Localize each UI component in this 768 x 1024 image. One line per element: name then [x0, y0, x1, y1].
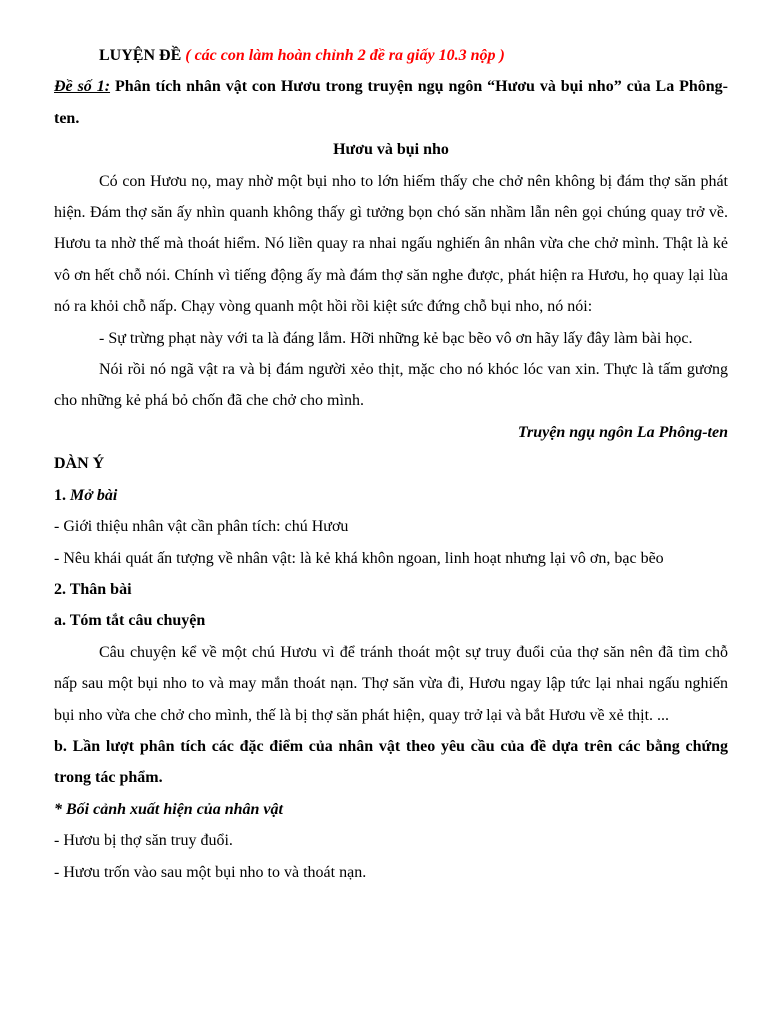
section-1-heading	[54, 480, 728, 511]
exercise-note: ( các con làm hoàn chỉnh 2 đề ra giấy 10.3 nộp )	[185, 47, 505, 64]
exercise-header	[54, 40, 728, 71]
story-paragraph-1: Có con Hươu nọ, may nhờ một bụi nho to lớn hiếm thấy che chở nên không bị đám thợ săn phát hiện. Đám thợ săn ấy nhìn quanh không thấy gì tưởng bọn chó săn nhầm lẫn nên gọi chúng quay trở về. Hươu ta nhờ thế mà thoát hiểm. Nó liền quay ra nhai ngấu nghiến ân nhân vừa che chở mình. Thật là kẻ vô ơn hết chỗ nói. Chính vì tiếng động ấy mà đám thợ săn nghe được, phát hiện ra Hươu, họ quay lại lùa nó ra khỏi chỗ nấp. Chạy vòng quanh một hồi rồi kiệt sức đứng chỗ bụi nho, nó nói:	[54, 172, 728, 316]
prompt-text: Phân tích nhân vật con Hươu trong truyện ngụ ngôn “Hươu và bụi nho” của La Phông-ten.	[54, 78, 728, 127]
section-2a-heading: a. Tóm tắt câu chuyện	[54, 612, 206, 630]
story-source: Truyện ngụ ngôn La Phông-ten	[517, 423, 728, 441]
section-2b-heading: b. Lần lượt phân tích các đặc điểm của nhân vật theo yêu cầu của đề dựa trên các bằng chứng trong tác phẩm.	[54, 737, 728, 787]
context-heading: * Bối cảnh xuất hiện của nhân vật	[54, 800, 283, 818]
section-1-number: 1.	[54, 486, 66, 504]
story-paragraph-2: - Sự trừng phạt này với ta là đáng lắm. Hỡi những kẻ bạc bẽo vô ơn hãy lấy đây làm bài học.	[99, 329, 693, 347]
story-paragraph-3: Nói rồi nó ngã vật ra và bị đám người xẻo thịt, mặc cho nó khóc lóc van xin. Thực là tấm gương cho những kẻ phá bỏ chốn đã che chở cho mình.	[54, 361, 728, 410]
story-title: Hươu và bụi nho	[333, 141, 449, 159]
section-2-heading: 2. Thân bài	[54, 580, 132, 598]
section-1-item-2: - Nêu khái quát ấn tượng về nhân vật: là kẻ khá khôn ngoan, linh hoạt nhưng lại vô ơn, bạc bẽo	[54, 549, 664, 567]
prompt-label: Đề số 1:	[54, 78, 111, 96]
section-2a-text: Câu chuyện kể về một chú Hươu vì để tránh thoát một sự truy đuổi của thợ săn nên đã tìm chỗ nấp sau một bụi nho to và may mắn thoát nạn. Thợ săn vừa đi, Hươu ngay lập tức lại nhai ngấu nghiến bụi nho vừa che chở cho mình, thế là bị thợ săn phát hiện, quay trở lại và bắt Hươu về xẻ thịt. ...	[54, 643, 728, 724]
exercise-title: LUYỆN ĐỀ	[99, 47, 182, 64]
context-item-1: - Hươu bị thợ săn truy đuổi.	[54, 832, 233, 850]
document-page	[54, 40, 728, 888]
section-1-item-1: - Giới thiệu nhân vật cần phân tích: chú Hươu	[54, 518, 349, 536]
context-item-2: - Hươu trốn vào sau một bụi nho to và thoát nạn.	[54, 863, 367, 881]
outline-heading: DÀN Ý	[54, 455, 105, 473]
prompt	[54, 71, 728, 134]
section-1-title: Mở bài	[70, 486, 118, 504]
